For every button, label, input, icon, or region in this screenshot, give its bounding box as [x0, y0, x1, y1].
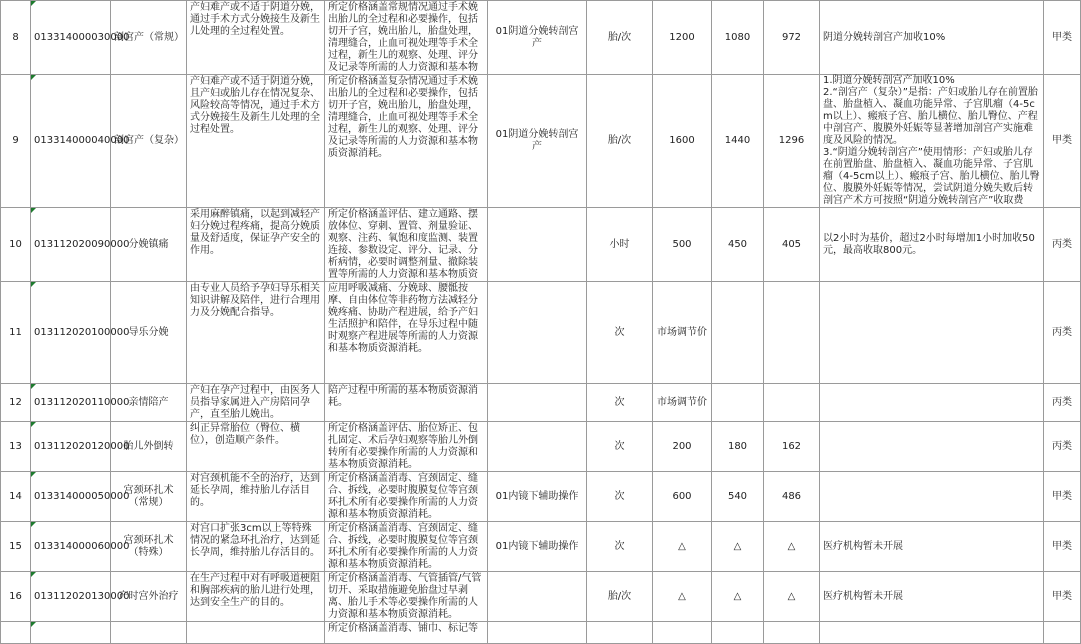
row-addon[interactable]	[488, 572, 587, 622]
row-code[interactable]: 013112020130000	[31, 572, 111, 622]
table-row	[1, 572, 1081, 622]
row-unit[interactable]: 次	[587, 384, 653, 422]
row-code[interactable]: 013314000040000	[31, 75, 111, 208]
row-seq[interactable]: 8	[1, 1, 31, 75]
row-seq[interactable]: 15	[1, 522, 31, 572]
row-price-1[interactable]: 市场调节价	[653, 282, 712, 384]
row-scope[interactable]: 应用呼吸减痛、分娩球、腰骶按摩、自由体位等非药物方法减轻分娩疼痛、协助产程进展，给予产妇生活照护和陪伴，在导乐过程中随时观察产程进展等所需的人力资源和基本物质资源消耗。	[325, 282, 488, 384]
row-note[interactable]	[820, 622, 1044, 644]
row-content[interactable]: 产妇在孕产过程中，由医务人员指导家属进入产房陪同孕产，直至胎儿娩出。	[187, 384, 325, 422]
table-row	[1, 208, 1081, 282]
row-seq[interactable]: 11	[1, 282, 31, 384]
row-seq[interactable]	[1, 622, 31, 644]
row-content[interactable]: 由专业人员给予孕妇导乐相关知识讲解及陪伴，进行合理用力及分娩配合指导。	[187, 282, 325, 384]
row-class[interactable]: 丙类	[1044, 422, 1081, 472]
row-seq[interactable]: 16	[1, 572, 31, 622]
row-scope[interactable]: 所定价格涵盖消毒、宫颈固定、缝合、拆线，必要时腹膜复位等宫颈环扎术所有必要操作所需的人力资源和基本物质资源消耗。	[325, 522, 488, 572]
row-content[interactable]: 对宫颈机能不全的治疗，达到延长孕周，维持胎儿存活目的。	[187, 472, 325, 522]
row-scope[interactable]: 所定价格涵盖消毒、气管插管/气管切开、采取措施避免胎盘过早剥离、胎儿手术等必要操作所需的人力资源和基本物质资源消耗。	[325, 572, 488, 622]
row-note[interactable]: 阴道分娩转剖宫产加收10%	[820, 1, 1044, 75]
row-seq[interactable]: 14	[1, 472, 31, 522]
row-name[interactable]: 剖宫产（常规）	[111, 1, 187, 75]
row-price-2[interactable]: 1080	[712, 1, 764, 75]
table-row	[1, 282, 1081, 384]
table-row	[1, 384, 1081, 422]
row-unit[interactable]	[587, 622, 653, 644]
row-price-2[interactable]: 1440	[712, 75, 764, 208]
row-scope[interactable]: 所定价格涵盖常规情况通过手术娩出胎儿的全过程和必要操作，包括切开子宫，娩出胎儿，胎盘处理，清理缝合，止血可视处理等手术全过程，新生儿的观察、处理、评分及记录等所需的人力资源和基本物	[325, 1, 488, 75]
row-class[interactable]: 丙类	[1044, 282, 1081, 384]
row-price-2[interactable]	[712, 282, 764, 384]
row-unit[interactable]: 小时	[587, 208, 653, 282]
row-code[interactable]: 013112020100000	[31, 282, 111, 384]
row-price-2[interactable]	[712, 622, 764, 644]
row-price-3[interactable]: 1296	[764, 75, 820, 208]
row-price-3[interactable]	[764, 384, 820, 422]
row-note[interactable]: 1.阴道分娩转剖宫产加收10% 2.“剖宫产（复杂）”是指：产妇或胎儿存在前置胎盘、胎盘植入、凝血功能异常、子宫肌瘤（4-5cm以上）、瘢痕子宫、胎儿横位、胎儿臀位、产程中剖宫产、腹膜外妊娠等显著增加剖宫产实施难度及风险的情况。 3.“阴道分娩转剖宫产”使用情形：产妇或胎儿存在前置胎盘、胎盘植入、凝血功能异常、子宫肌瘤（4-5cm以上）、瘢痕子宫、胎儿横位、胎儿臀位、腹膜外妊娠等情况，尝试阴道分娩失败后转剖宫产术方可按照“阴道分娩转剖宫产”收取费	[820, 75, 1044, 208]
row-price-2[interactable]: 180	[712, 422, 764, 472]
row-unit[interactable]: 胎/次	[587, 1, 653, 75]
row-class[interactable]: 甲类	[1044, 472, 1081, 522]
row-unit[interactable]: 胎/次	[587, 572, 653, 622]
table-row	[1, 422, 1081, 472]
row-price-1[interactable]: △	[653, 522, 712, 572]
row-name[interactable]: 导乐分娩	[111, 282, 187, 384]
row-content[interactable]: 采用麻醉镇痛，以起到减轻产妇分娩过程疼痛，提高分娩质量及舒适度，保证孕产安全的作用。	[187, 208, 325, 282]
row-note[interactable]: 医疗机构暂未开展	[820, 572, 1044, 622]
row-name[interactable]: 宫颈环扎术（特殊）	[111, 522, 187, 572]
row-price-1[interactable]: △	[653, 572, 712, 622]
row-unit[interactable]: 次	[587, 282, 653, 384]
row-note[interactable]	[820, 422, 1044, 472]
row-price-3[interactable]	[764, 622, 820, 644]
row-price-3[interactable]: 405	[764, 208, 820, 282]
row-price-1[interactable]: 500	[653, 208, 712, 282]
row-price-2[interactable]: 540	[712, 472, 764, 522]
row-seq[interactable]: 9	[1, 75, 31, 208]
row-code[interactable]	[31, 622, 111, 644]
row-addon[interactable]	[488, 622, 587, 644]
row-unit[interactable]: 次	[587, 472, 653, 522]
row-price-1[interactable]: 1600	[653, 75, 712, 208]
row-price-2[interactable]: △	[712, 572, 764, 622]
row-content[interactable]: 纠正异常胎位（臀位、横位），创造顺产条件。	[187, 422, 325, 472]
table-row	[1, 75, 1081, 208]
row-price-3[interactable]: 486	[764, 472, 820, 522]
row-scope[interactable]: 所定价格涵盖复杂情况通过手术娩出胎儿的全过程和必要操作，包括切开子宫，娩出胎儿，胎盘处理，清理缝合，止血可视处理等手术全过程，新生儿的观察、处理、评分及记录等所需的人力资源和基本物质资源消耗。	[325, 75, 488, 208]
row-addon[interactable]: 01阴道分娩转剖宫产	[488, 75, 587, 208]
table-row	[1, 1, 1081, 75]
row-seq[interactable]: 10	[1, 208, 31, 282]
row-unit[interactable]: 次	[587, 522, 653, 572]
row-class[interactable]: 甲类	[1044, 1, 1081, 75]
row-name[interactable]	[111, 622, 187, 644]
row-note[interactable]	[820, 384, 1044, 422]
row-name[interactable]: 宫颈环扎术（常规）	[111, 472, 187, 522]
row-code[interactable]: 013314000030000	[31, 1, 111, 75]
row-scope[interactable]: 所定价格涵盖评估、建立通路、摆放体位、穿刺、置管、剂量验证、观察、注药、氧饱和度监测、装置连接、参数设定、评分、记录、分析病情，必要时调整剂量、撤除装置等所需的人力资源和基本物质资	[325, 208, 488, 282]
row-seq[interactable]: 12	[1, 384, 31, 422]
table-row	[1, 622, 1081, 644]
row-addon[interactable]	[488, 384, 587, 422]
row-code[interactable]: 013112020110000	[31, 384, 111, 422]
row-addon[interactable]	[488, 422, 587, 472]
row-note[interactable]	[820, 282, 1044, 384]
row-code[interactable]: 013112020120000	[31, 422, 111, 472]
row-name[interactable]: 分娩镇痛	[111, 208, 187, 282]
row-class[interactable]: 甲类	[1044, 75, 1081, 208]
row-name[interactable]: 产时宫外治疗	[111, 572, 187, 622]
row-scope[interactable]: 所定价格涵盖评估、胎位矫正、包扎固定、术后孕妇观察等胎儿外倒转所有必要操作所需的人力资源和基本物质资源消耗。	[325, 422, 488, 472]
row-scope[interactable]: 所定价格涵盖消毒、宫颈固定、缝合、拆线，必要时腹膜复位等宫颈环扎术所有必要操作所需的人力资源和基本物质资源消耗。	[325, 472, 488, 522]
row-addon[interactable]	[488, 282, 587, 384]
row-content[interactable]: 对宫口扩张3cm以上等特殊情况的紧急环扎治疗，达到延长孕周，维持胎儿存活目的。	[187, 522, 325, 572]
row-scope[interactable]: 陪产过程中所需的基本物质资源消耗。	[325, 384, 488, 422]
row-content[interactable]	[187, 622, 325, 644]
row-unit[interactable]: 胎/次	[587, 75, 653, 208]
row-name[interactable]: 亲情陪产	[111, 384, 187, 422]
row-price-1[interactable]: 市场调节价	[653, 384, 712, 422]
row-addon[interactable]: 01内镜下辅助操作	[488, 472, 587, 522]
row-content[interactable]: 在生产过程中对有呼吸道梗阻和胸部疾病的胎儿进行处理，达到安全生产的目的。	[187, 572, 325, 622]
row-note[interactable]: 以2小时为基价，超过2小时每增加1小时加收50元，最高收取800元。	[820, 208, 1044, 282]
row-name[interactable]: 剖宫产（复杂）	[111, 75, 187, 208]
row-unit[interactable]: 次	[587, 422, 653, 472]
row-price-2[interactable]: △	[712, 522, 764, 572]
row-class[interactable]: 丙类	[1044, 384, 1081, 422]
row-class[interactable]: 甲类	[1044, 572, 1081, 622]
row-content[interactable]: 产妇难产或不适于阴道分娩，且产妇或胎儿存在情况复杂、风险较高等情况，通过手术方式分娩接生及新生儿处理的全过程处置。	[187, 75, 325, 208]
row-code[interactable]: 013314000050000	[31, 472, 111, 522]
row-price-2[interactable]: 450	[712, 208, 764, 282]
row-code[interactable]: 013314000060000	[31, 522, 111, 572]
row-seq[interactable]: 13	[1, 422, 31, 472]
row-note[interactable]	[820, 472, 1044, 522]
row-price-2[interactable]	[712, 384, 764, 422]
row-price-3[interactable]: 972	[764, 1, 820, 75]
row-addon[interactable]	[488, 208, 587, 282]
row-price-3[interactable]	[764, 282, 820, 384]
row-price-1[interactable]: 200	[653, 422, 712, 472]
row-class[interactable]	[1044, 622, 1081, 644]
row-class[interactable]: 甲类	[1044, 522, 1081, 572]
row-code[interactable]: 013112020090000	[31, 208, 111, 282]
row-price-3[interactable]: △	[764, 522, 820, 572]
row-name[interactable]: 胎儿外倒转	[111, 422, 187, 472]
row-price-1[interactable]: 600	[653, 472, 712, 522]
row-addon[interactable]: 01内镜下辅助操作	[488, 522, 587, 572]
row-scope[interactable]: 所定价格涵盖消毒、铺巾、标记等	[325, 622, 488, 644]
row-price-1[interactable]: 1200	[653, 1, 712, 75]
row-content[interactable]: 产妇难产或不适于阴道分娩，通过手术方式分娩接生及新生儿处理的全过程处置。	[187, 1, 325, 75]
row-note[interactable]: 医疗机构暂未开展	[820, 522, 1044, 572]
row-class[interactable]: 丙类	[1044, 208, 1081, 282]
table-row	[1, 472, 1081, 522]
row-price-3[interactable]: △	[764, 572, 820, 622]
table-row	[1, 522, 1081, 572]
row-price-1[interactable]	[653, 622, 712, 644]
row-price-3[interactable]: 162	[764, 422, 820, 472]
row-addon[interactable]: 01阴道分娩转剖宫产	[488, 1, 587, 75]
